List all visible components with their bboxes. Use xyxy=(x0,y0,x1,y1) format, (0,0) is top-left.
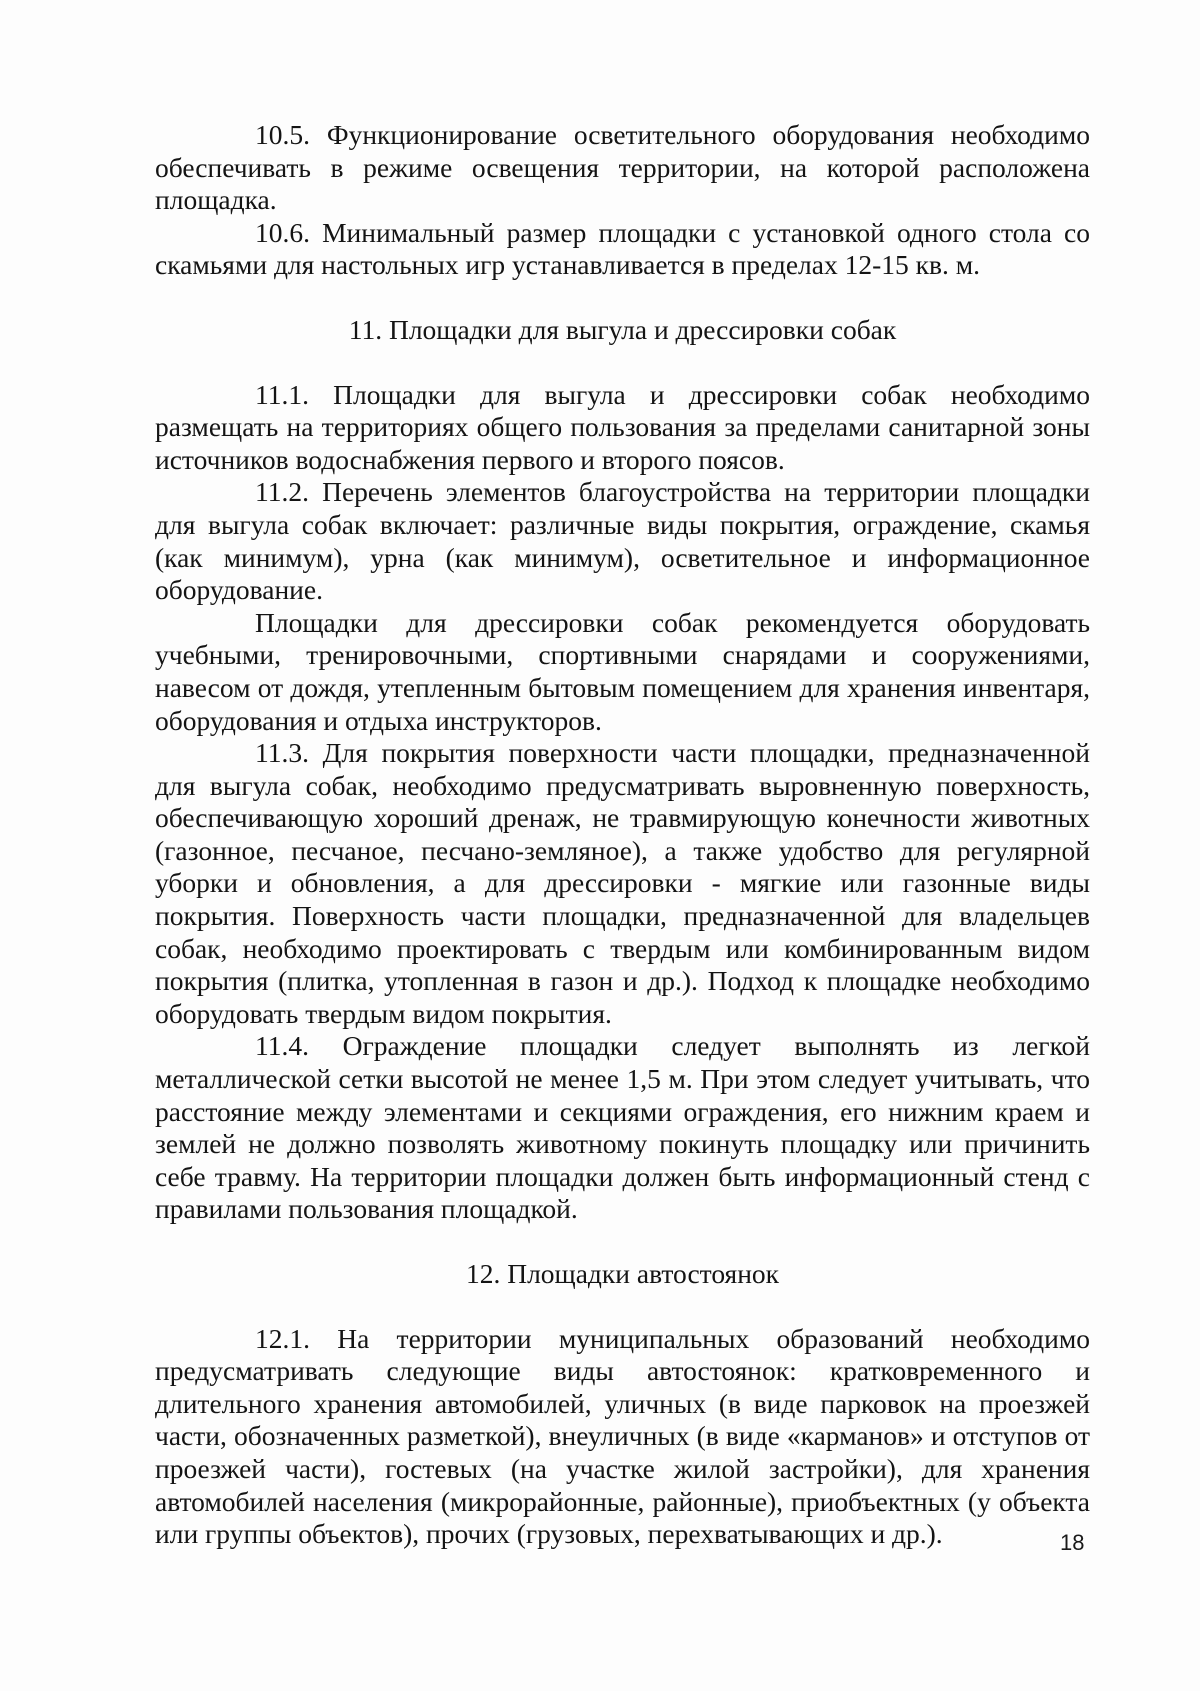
spacer xyxy=(155,282,1090,314)
section-11-heading: 11. Площадки для выгула и дрессировки собак xyxy=(348,313,897,345)
paragraph-11-2-training: Площадки для дрессировки собак рекомендуется оборудовать учебными, тренировочными, спортивными снарядами и сооружениями, навесом от дождя, утепленным бытовым помещением для хранения инвентаря, оборудования и отдыха инструкторов. xyxy=(155,606,1090,736)
spacer xyxy=(155,1226,1090,1258)
paragraph-10-6: 10.6. Минимальный размер площадки с установкой одного стола со скамьями для настольных игр устанавливается в пределах 12-15 кв. м. xyxy=(155,216,1090,281)
section-12-heading: 12. Площадки автостоянок xyxy=(465,1258,780,1289)
spacer xyxy=(155,347,1090,379)
spacer xyxy=(155,1291,1090,1323)
page-number: 18 xyxy=(1060,1530,1085,1555)
paragraph-12-1: 12.1. На территории муниципальных образований необходимо предусматривать следующие виды автостоянок: кратковременного и длительного хранения автомобилей, уличных (в виде парковок на проезжей части, обозначенных разметкой), внеуличных (в виде «карманов» и отступов от проезжей части), гостевых (на участке жилой застройки), для хранения автомобилей населения (микрорайонные, районные), приобъектных (у объекта или группы объектов), прочих (грузовых, перехватывающих и др.). xyxy=(155,1322,1090,1550)
paragraph-11-3: 11.3. Для покрытия поверхности части площадки, предназначенной для выгула собак, необходимо предусматривать выровненную поверхность, обеспечивающую хороший дренаж, не травмирующую конечности животных (газонное, песчаное, песчано-земляное), а также удобство для регулярной уборки и обновления, а для дрессировки - мягкие или газонные виды покрытия. Поверхность части площадки, предназначенной для владельцев собак, необходимо проектировать с твердым или комбинированным видом покрытия (плитка, утопленная в газон и др.). Подход к площадке необходимо оборудовать твердым видом покрытия. xyxy=(155,737,1090,1029)
document-body xyxy=(155,119,1090,1551)
paragraph-11-1: 11.1. Площадки для выгула и дрессировки собак необходимо размещать на территориях общего пользования за пределами санитарной зоны источников водоснабжения первого и второго поясов. xyxy=(155,378,1090,475)
paragraph-11-4: 11.4. Ограждение площадки следует выполнять из легкой металлической сетки высотой не менее 1,5 м. При этом следует учитывать, что расстояние между элементами и секциями ограждения, его нижним краем и землей не должно позволять животному покинуть площадку или причинить себе травму. На территории площадки должен быть информационный стенд с правилами пользования площадкой. xyxy=(155,1030,1090,1225)
paragraph-10-5: 10.5. Функционирование осветительного оборудования необходимо обеспечивать в режиме освещения территории, на которой расположена площадка. xyxy=(155,119,1090,216)
paragraph-11-2: 11.2. Перечень элементов благоустройства на территории площадки для выгула собак включает: различные виды покрытия, ограждение, скамья (как минимум), урна (как минимум), осветительное и информационное оборудование. xyxy=(155,476,1090,606)
